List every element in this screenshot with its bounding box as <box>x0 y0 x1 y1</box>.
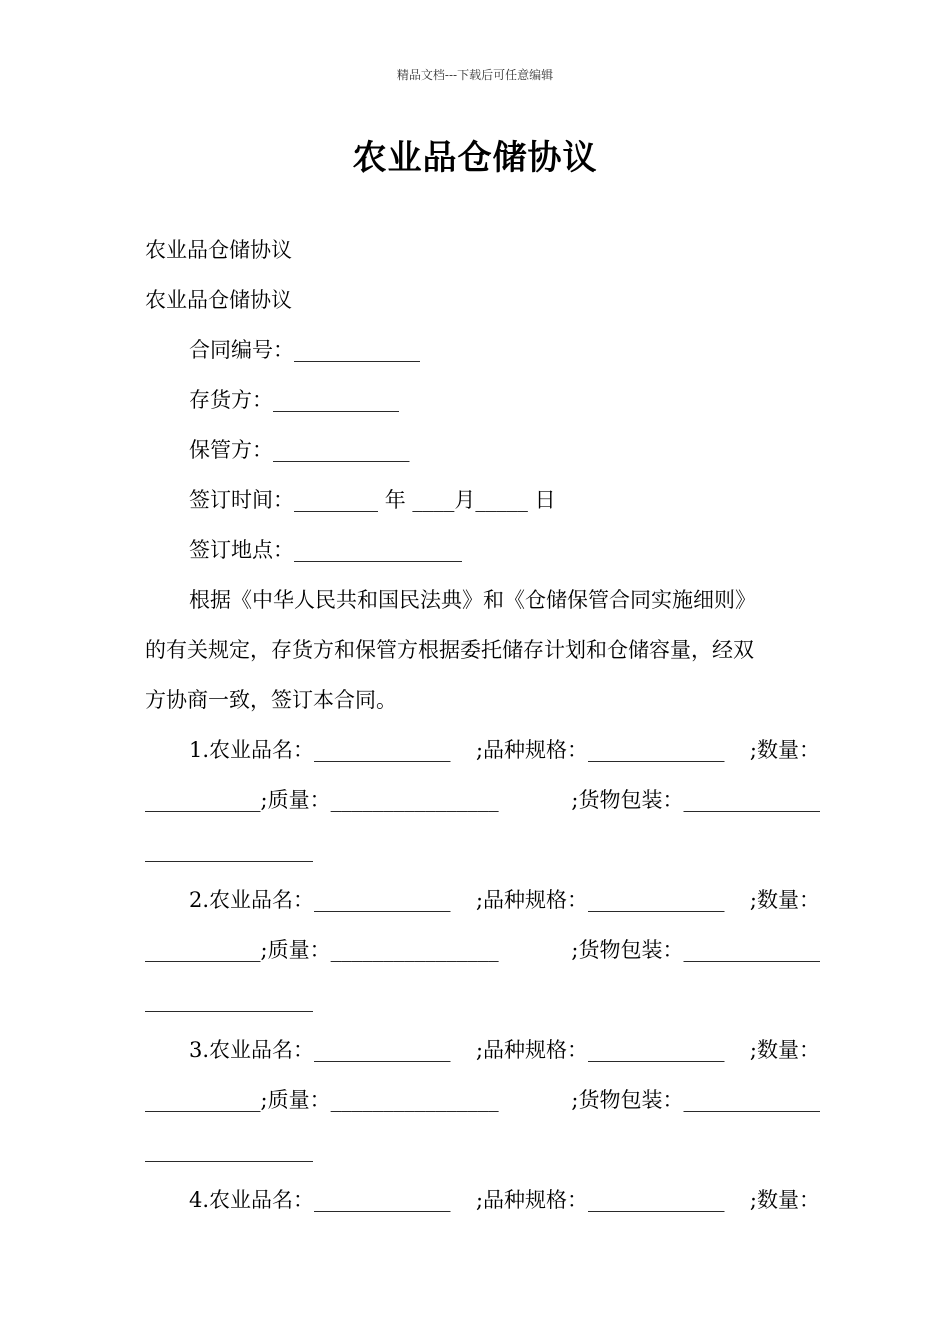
document-body <box>145 225 820 1225</box>
contract-no-blank: ____________ <box>294 338 420 362</box>
item-3-tail-blank: ________________ <box>145 1138 313 1162</box>
item-1-row-2 <box>145 775 820 825</box>
item-1-spec: ;品种规格：_____________ <box>475 738 725 762</box>
sign-place-label: 签订地点： <box>189 538 294 562</box>
item-3-qty: ;数量： <box>749 1038 820 1062</box>
item-3-quality: ___________;质量：________________ <box>145 1088 499 1112</box>
item-3-spec: ;品种规格：_____________ <box>475 1038 725 1062</box>
custodian-field <box>145 425 820 475</box>
custodian-blank: _____________ <box>273 438 410 462</box>
item-1-row-1 <box>145 725 820 775</box>
item-2-row-2 <box>145 925 820 975</box>
item-2-package: ;货物包装：_____________ <box>571 938 820 962</box>
sign-time-year-blank: ________ <box>294 488 378 512</box>
paragraph-line-1: 根据《中华人民共和国民法典》和《仓储保管合同实施细则》 <box>189 588 756 612</box>
sign-time-month: 月 <box>454 488 476 512</box>
item-2-row-1 <box>145 875 820 925</box>
item-1-tail-blank: ________________ <box>145 838 313 862</box>
item-4-spec: ;品种规格：_____________ <box>475 1188 725 1212</box>
item-1-quality: ___________;质量：________________ <box>145 788 499 812</box>
depositor-field <box>145 375 820 425</box>
contract-no-label: 合同编号： <box>189 338 294 362</box>
sign-time-day: 日 <box>534 488 556 512</box>
paragraph-line-2: 的有关规定，存货方和保管方根据委托储存计划和仓储容量，经双 <box>145 638 754 662</box>
item-1-name: 1.农业品名：_____________ <box>189 738 451 762</box>
paragraph-line-3: 方协商一致，签订本合同。 <box>145 688 397 712</box>
contract-no-field <box>145 325 820 375</box>
item-4-qty: ;数量： <box>749 1188 820 1212</box>
depositor-blank: ____________ <box>273 388 399 412</box>
item-1-package: ;货物包装：_____________ <box>571 788 820 812</box>
subtitle-1: 农业品仓储协议 <box>145 238 292 262</box>
document-title: 农业品仓储协议 <box>352 138 598 178</box>
subtitle-2: 农业品仓储协议 <box>145 288 292 312</box>
sign-place-field <box>145 525 820 575</box>
sign-time-label: 签订时间： <box>189 488 294 512</box>
item-2-quality: ___________;质量：________________ <box>145 938 499 962</box>
item-2-row-3 <box>145 975 820 1025</box>
sign-time-month-blank: ____ <box>412 488 455 512</box>
sign-time-year: 年 <box>384 488 406 512</box>
item-3-row-3 <box>145 1125 820 1175</box>
sign-place-blank: ________________ <box>294 538 462 562</box>
sign-time-field <box>145 475 820 525</box>
depositor-label: 存货方： <box>189 388 273 412</box>
item-3-row-2 <box>145 1075 820 1125</box>
custodian-label: 保管方： <box>189 438 273 462</box>
item-3-name: 3.农业品名：_____________ <box>189 1038 451 1062</box>
item-2-qty: ;数量： <box>749 888 820 912</box>
item-4-row-1 <box>145 1175 820 1225</box>
item-2-spec: ;品种规格：_____________ <box>475 888 725 912</box>
item-2-name: 2.农业品名：_____________ <box>189 888 451 912</box>
item-1-row-3 <box>145 825 820 875</box>
item-1-qty: ;数量： <box>749 738 820 762</box>
header-note: 精品文档---下载后可任意编辑 <box>396 68 554 82</box>
item-3-row-1 <box>145 1025 820 1075</box>
item-3-package: ;货物包装：_____________ <box>571 1088 820 1112</box>
item-4-name: 4.农业品名：_____________ <box>189 1188 451 1212</box>
item-2-tail-blank: ________________ <box>145 988 313 1012</box>
sign-time-day-blank: _____ <box>475 488 528 512</box>
